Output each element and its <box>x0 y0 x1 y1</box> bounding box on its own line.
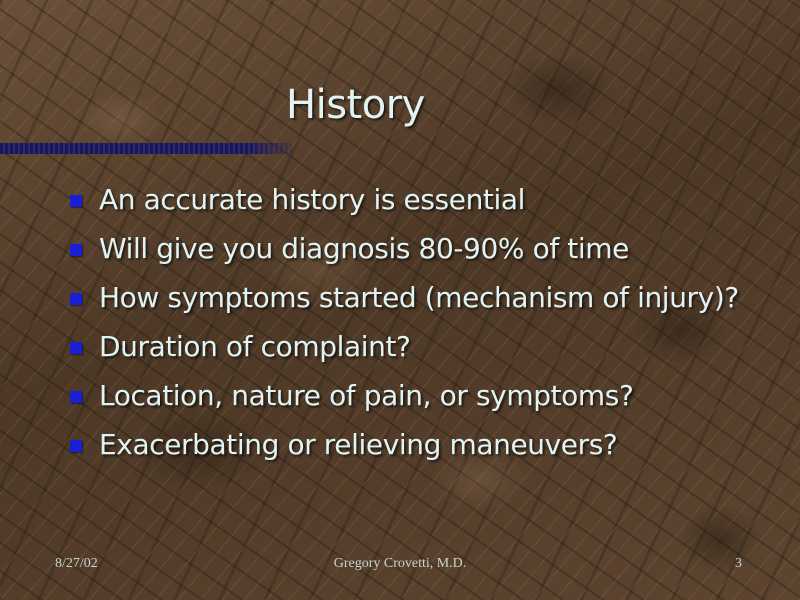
slide-title: History <box>286 82 425 128</box>
bullet-item <box>70 376 770 416</box>
bullet-list <box>70 180 770 474</box>
square-bullet-icon <box>70 195 82 207</box>
bullet-item <box>70 229 770 269</box>
footer-author: Gregory Crovetti, M.D. <box>333 556 467 571</box>
page-number: 3 <box>735 556 742 571</box>
bullet-item <box>70 278 770 318</box>
bullet-text: Exacerbating or relieving maneuvers? <box>99 428 618 461</box>
square-bullet-icon <box>70 342 82 354</box>
title-underline-bar <box>0 143 292 154</box>
bullet-text: Duration of complaint? <box>99 330 411 363</box>
footer-date: 8/27/02 <box>55 556 98 571</box>
bullet-text: An accurate history is essential <box>99 183 526 216</box>
bullet-item <box>70 327 770 367</box>
bullet-text: Will give you diagnosis 80-90% of time <box>99 232 629 265</box>
square-bullet-icon <box>70 440 82 452</box>
bullet-item <box>70 180 770 220</box>
bullet-item <box>70 425 770 465</box>
square-bullet-icon <box>70 391 82 403</box>
square-bullet-icon <box>70 244 82 256</box>
square-bullet-icon <box>70 293 82 305</box>
bullet-text: Location, nature of pain, or symptoms? <box>99 379 634 412</box>
bullet-text: How symptoms started (mechanism of injury)? <box>99 281 739 314</box>
